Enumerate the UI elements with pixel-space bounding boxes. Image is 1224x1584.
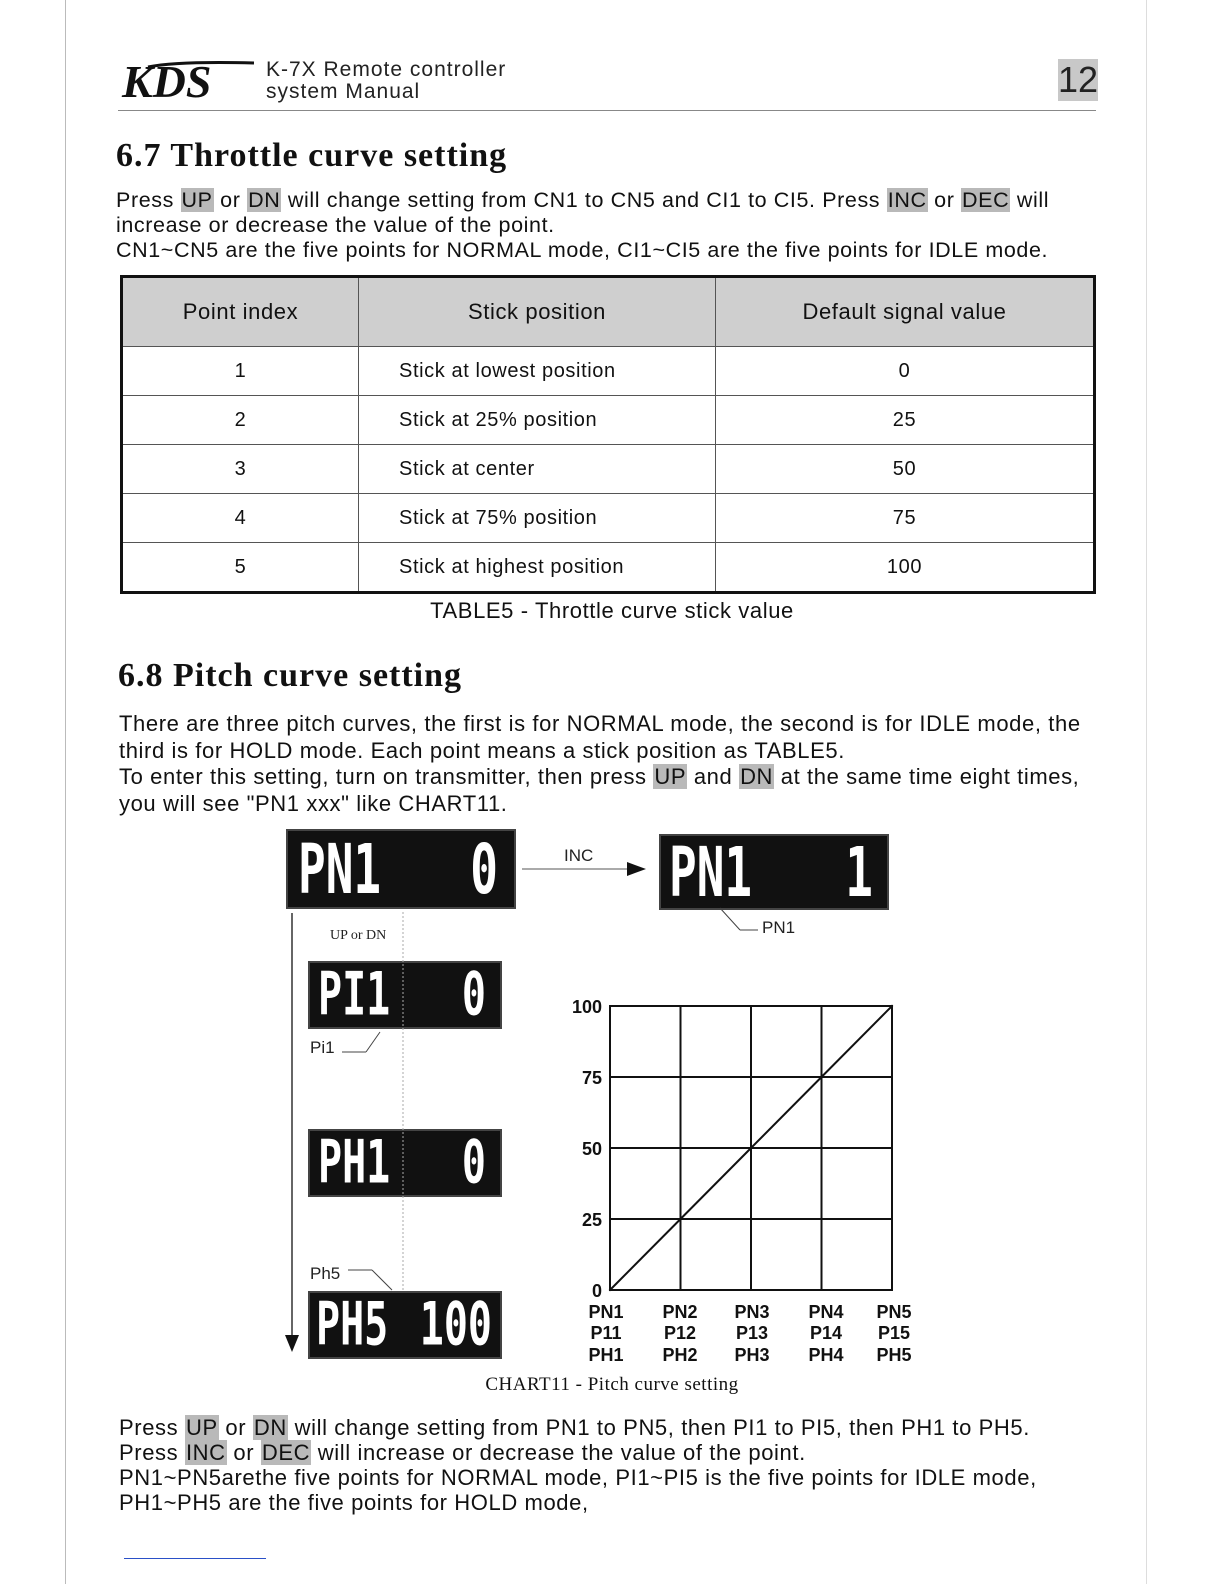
chart-x-tick-label: PN4 (808, 1302, 844, 1322)
inc-key: INC (185, 1440, 226, 1465)
table-cell: 4 (122, 494, 359, 543)
bottom-para4: PH1~PH5 are the five points for HOLD mode, (119, 1490, 589, 1515)
table-cell: Stick at center (359, 445, 716, 494)
dn-key: DN (740, 764, 774, 789)
table-cell: 3 (122, 445, 359, 494)
chart-point (891, 1005, 893, 1007)
chart-x-tick-label: P11 (590, 1323, 622, 1343)
table-cell: 100 (716, 543, 1095, 593)
ph5-label: Ph5 (310, 1264, 341, 1283)
chart-x-tick-label: PN1 (588, 1302, 624, 1322)
chart-y-tick-label: 75 (581, 1068, 602, 1088)
chart-x-tick-label: P12 (663, 1323, 697, 1343)
chart-x-tick-label: PH1 (588, 1345, 624, 1365)
lcd-label: PH1 (318, 1128, 391, 1198)
manual-title-line2: system Manual (266, 80, 421, 103)
chart-point (609, 1289, 611, 1291)
section-6-7-para2: CN1~CN5 are the five points for NORMAL mode, CI1~CI5 are the five points for IDLE mode. (116, 238, 1049, 262)
bottom-para2: Press INC or DEC will increase or decrease the value of the point. (119, 1440, 806, 1465)
chart-y-tick-label: 50 (581, 1139, 602, 1159)
chart11-caption: CHART11 - Pitch curve setting (485, 1374, 739, 1395)
logo-text: KDS (122, 57, 212, 105)
table-cell: Stick at 75% position (359, 494, 716, 543)
table-cell: 5 (122, 543, 359, 593)
chart-x-tick-label: P14 (809, 1323, 843, 1343)
bottom-para1: Press UP or DN will change setting from PN1 to PN5, then PI1 to PI5, then PH1 to PH5. (119, 1415, 1030, 1440)
table-cell: Stick at lowest position (359, 347, 716, 396)
page-number: 12 (1058, 59, 1099, 100)
chart-y-tick-label: 25 (581, 1210, 602, 1230)
table-cell: 50 (716, 445, 1095, 494)
bottom-text (119, 1415, 1104, 1515)
table-cell: 25 (716, 396, 1095, 445)
lcd-label: PN1 (298, 828, 382, 910)
chart-point (750, 1147, 752, 1149)
lcd-value: 0 (461, 960, 486, 1030)
chart-point (820, 1076, 822, 1078)
dec-key: DEC (962, 188, 1010, 212)
table-header-cell: Default signal value (716, 277, 1095, 347)
table-header-cell: Point index (122, 277, 359, 347)
table-cell: 0 (716, 347, 1095, 396)
inc-key: INC (887, 188, 927, 212)
table-cell: 2 (122, 396, 359, 445)
pn1-label: PN1 (762, 918, 796, 937)
lcd-label: PH5 (316, 1290, 389, 1360)
table-cell: 1 (122, 347, 359, 396)
bottom-para3: PN1~PN5arethe five points for NORMAL mode, PI1~PI5 is the five points for IDLE mode, (119, 1465, 1037, 1490)
inc-label: INC (564, 846, 594, 865)
pi1-label: Pi1 (310, 1038, 335, 1057)
chart-y-tick-label: 100 (571, 997, 602, 1017)
lcd-label: PN1 (669, 831, 753, 913)
up-key: UP (185, 1415, 218, 1440)
chart-x-tick-label: P13 (735, 1323, 769, 1343)
table-cell: Stick at 25% position (359, 396, 716, 445)
chart-x-tick-label: PH5 (876, 1345, 912, 1365)
chart-x-tick-label: PN3 (734, 1302, 770, 1322)
table5-caption: TABLE5 - Throttle curve stick value (430, 598, 794, 623)
up-or-dn-label: UP or DN (330, 928, 387, 943)
lcd-value: 1 (845, 831, 873, 913)
lcd-value: 0 (470, 828, 498, 910)
chart-x-tick-label: PN2 (662, 1302, 698, 1322)
lcd-label: PI1 (318, 960, 391, 1030)
up-key: UP (654, 764, 687, 789)
chart-x-tick-label: P15 (877, 1323, 911, 1343)
table-cell: Stick at highest position (359, 543, 716, 593)
chart-y-tick-label: 0 (591, 1281, 602, 1301)
table-header-cell: Stick position (359, 277, 716, 347)
dn-key: DN (248, 188, 281, 212)
lcd-value: 0 (461, 1128, 486, 1198)
table-cell: 75 (716, 494, 1095, 543)
up-key: UP (181, 188, 213, 212)
chart-x-tick-label: PH4 (808, 1345, 844, 1365)
lcd-value: 100 (419, 1290, 492, 1360)
section-6-8-para1: There are three pitch curves, the first is for NORMAL mode, the second is for IDLE mode, the third is for HOLD mode. Each point means a stick position as TABLE5. (119, 711, 1081, 763)
section-6-7-para1: Press UP or DN will change setting from CN1 to CN5 and CI1 to CI5. Press INC or DEC will increase or decrease the value of the point. (116, 188, 1050, 237)
section-6-8-title: 6.8 Pitch curve setting (118, 657, 463, 694)
manual-title-line1: K-7X Remote controller (266, 58, 507, 81)
chart-x-tick-label: PH3 (734, 1345, 770, 1365)
chart-x-tick-label: PN5 (876, 1302, 912, 1322)
chart-x-tick-label: PH2 (662, 1345, 698, 1365)
section-6-8-para2: To enter this setting, turn on transmitter, then press UP and DN at the same time eight times, you will see "PN1 xxx" like CHART11. (119, 764, 1080, 816)
chart-point (679, 1218, 681, 1220)
dec-key: DEC (261, 1440, 311, 1465)
section-6-7-title: 6.7 Throttle curve setting (116, 137, 508, 174)
dn-key: DN (253, 1415, 287, 1440)
footer-rule (124, 1558, 266, 1559)
